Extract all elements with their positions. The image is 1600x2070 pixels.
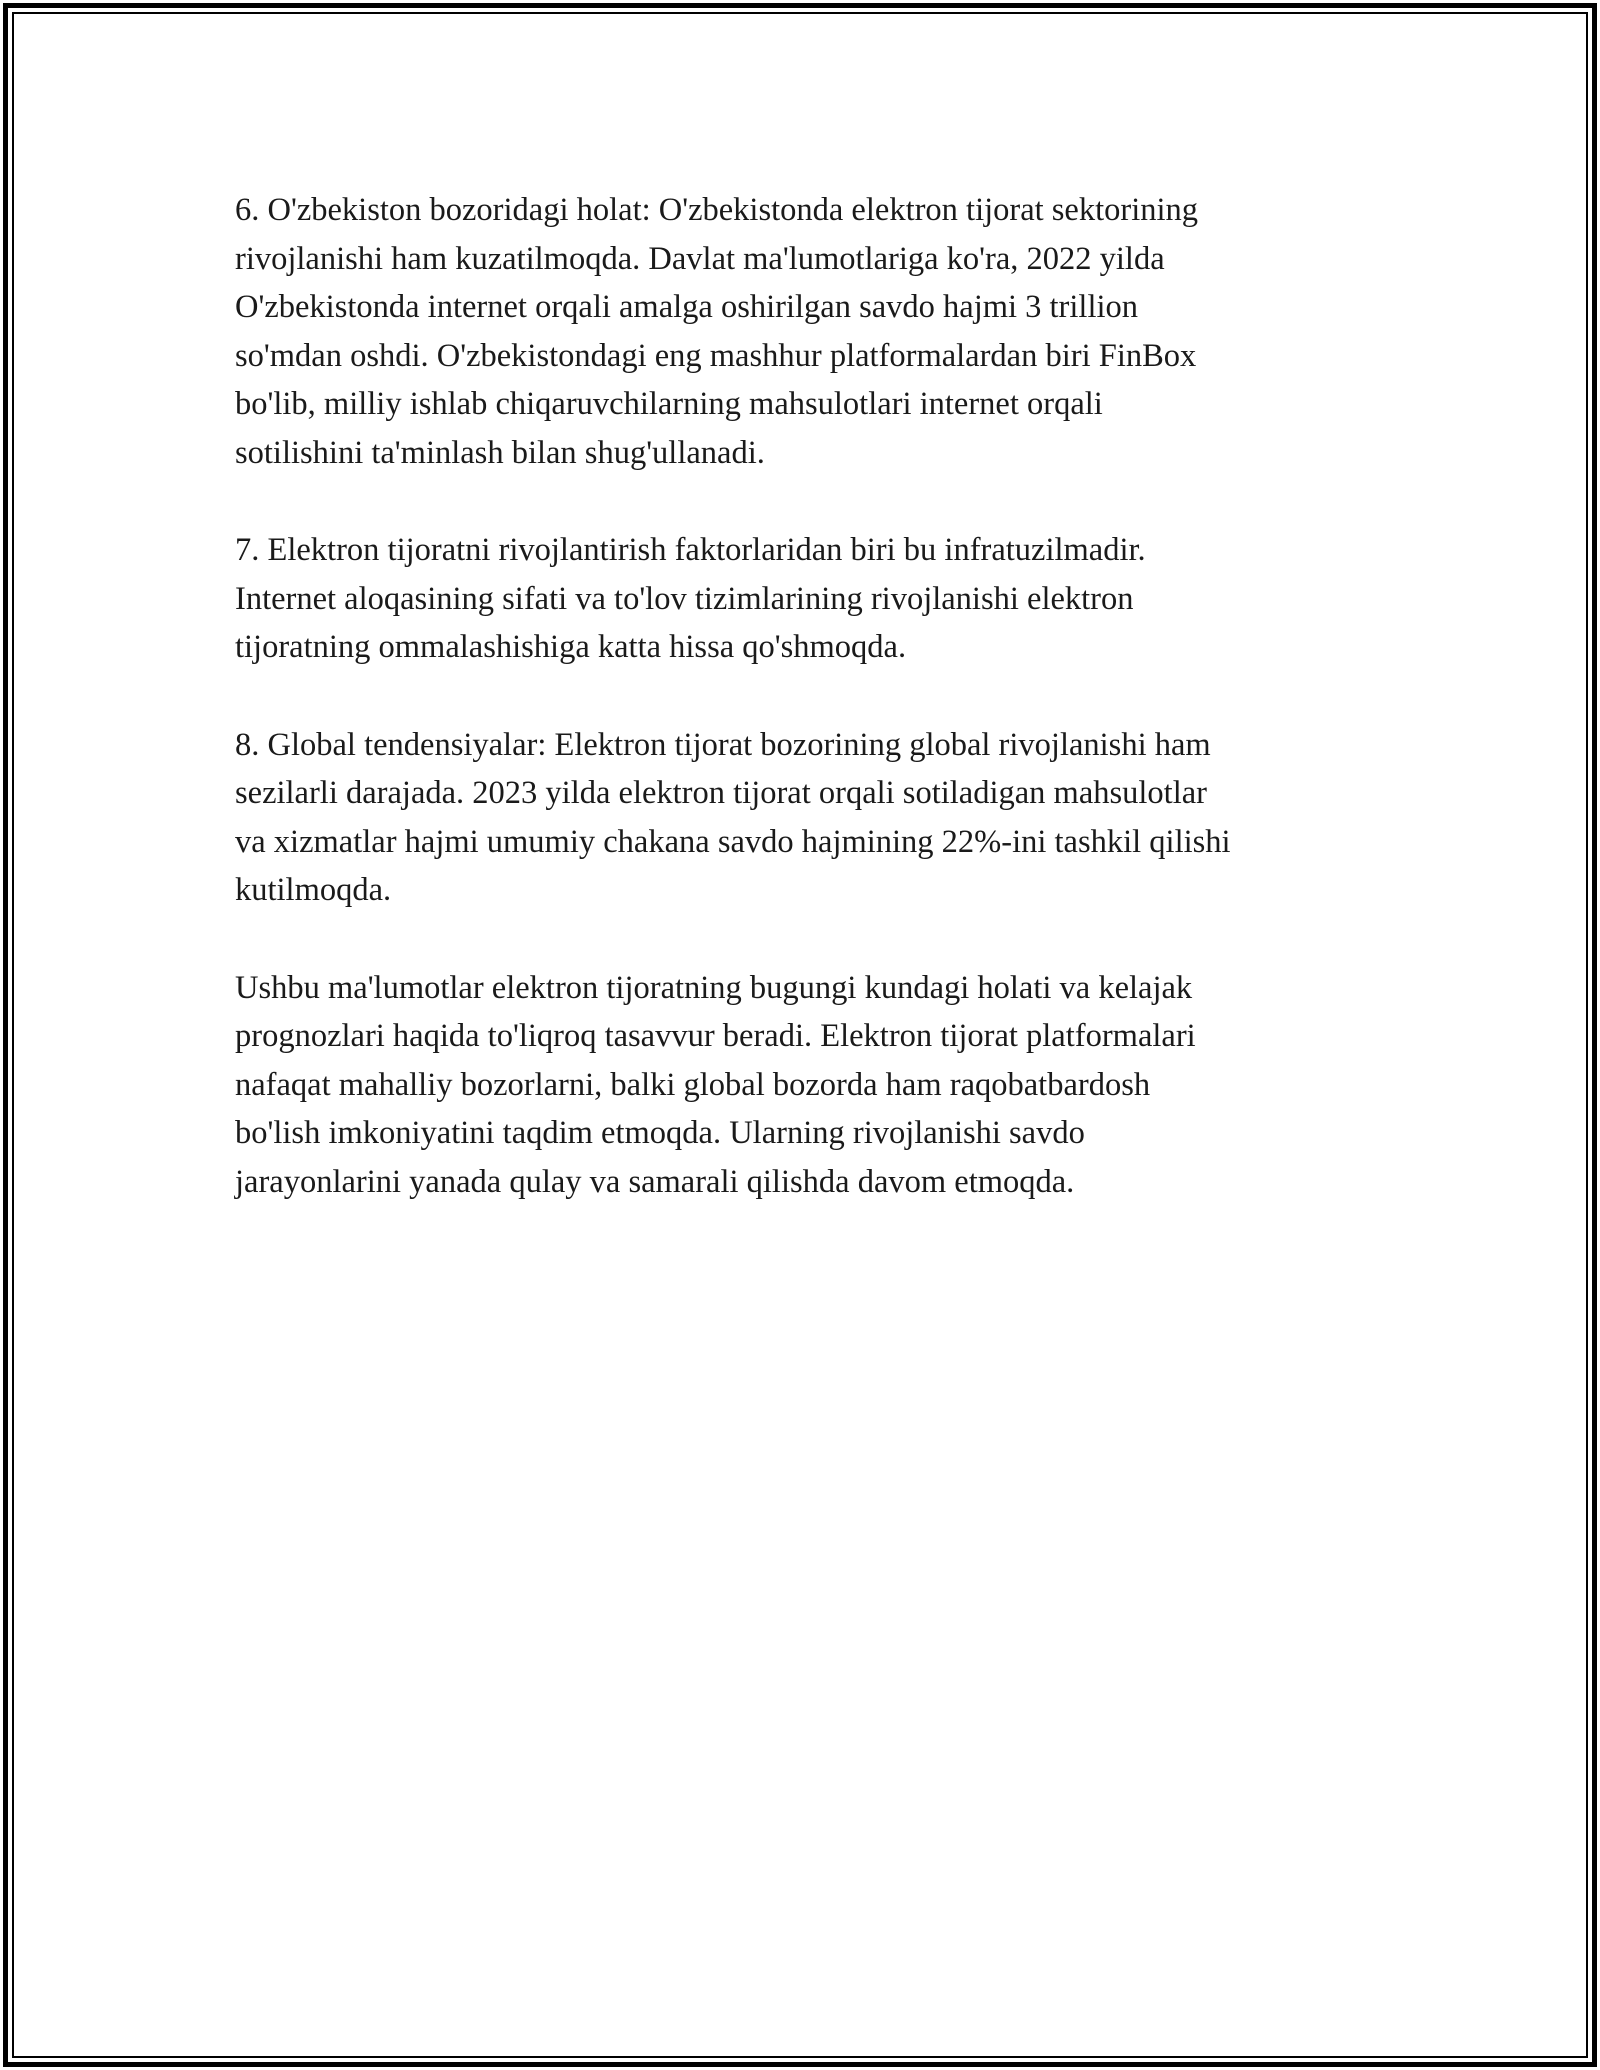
text-line: 7. Elektron tijoratni rivojlantirish faktorlaridan biri bu infratuzilmadir.: [235, 532, 1146, 569]
paragraph-infrastructure: [235, 526, 1365, 672]
text-line: kutilmoqda.: [235, 872, 392, 909]
text-line: nafaqat mahalliy bozorlarni, balki global bozorda ham raqobatbardosh: [235, 1066, 1151, 1103]
text-line: bo'lish imkoniyatini taqdim etmoqda. Ularning rivojlanishi savdo: [235, 1115, 1085, 1152]
text-line: O'zbekistonda internet orqali amalga oshirilgan savdo hajmi 3 trillion: [235, 289, 1139, 326]
text-line: Ushbu ma'lumotlar elektron tijoratning bugungi kundagi holati va kelajak: [235, 969, 1193, 1006]
text-line: Internet aloqasining sifati va to'lov tizimlarining rivojlanishi elektron: [235, 580, 1134, 617]
document-body: [235, 186, 1365, 1255]
text-line: rivojlanishi ham kuzatilmoqda. Davlat ma'lumotlariga ko'ra, 2022 yilda: [235, 240, 1165, 277]
text-line: 6. O'zbekiston bozoridagi holat: O'zbekistonda elektron tijorat sektorining: [235, 192, 1199, 228]
text-line: bo'lib, milliy ishlab chiqaruvchilarning mahsulotlari internet orqali: [235, 386, 1103, 423]
paragraph-global-trends: [235, 721, 1365, 915]
text-line: 8. Global tendensiyalar: Elektron tijorat bozorining global rivojlanishi ham: [235, 726, 1211, 763]
paragraph-uzbekistan-market: [235, 186, 1365, 478]
text-line: sezilarli darajada. 2023 yilda elektron tijorat orqali sotiladigan mahsulotlar: [235, 775, 1207, 812]
text-line: tijoratning ommalashishiga katta hissa qo'shmoqda.: [235, 629, 907, 666]
text-line: prognozlari haqida to'liqroq tasavvur beradi. Elektron tijorat platformalari: [235, 1018, 1196, 1055]
text-line: va xizmatlar hajmi umumiy chakana savdo hajmining 22%-ini tashkil qilishi: [235, 823, 1231, 860]
text-line: so'mdan oshdi. O'zbekistondagi eng mashhur platformalardan biri FinBox: [235, 337, 1197, 374]
text-line: sotilishini ta'minlash bilan shug'ullanadi.: [235, 434, 765, 471]
text-line: jarayonlarini yanada qulay va samarali qilishda davom etmoqda.: [235, 1163, 1075, 1200]
paragraph-conclusion: [235, 964, 1365, 1207]
